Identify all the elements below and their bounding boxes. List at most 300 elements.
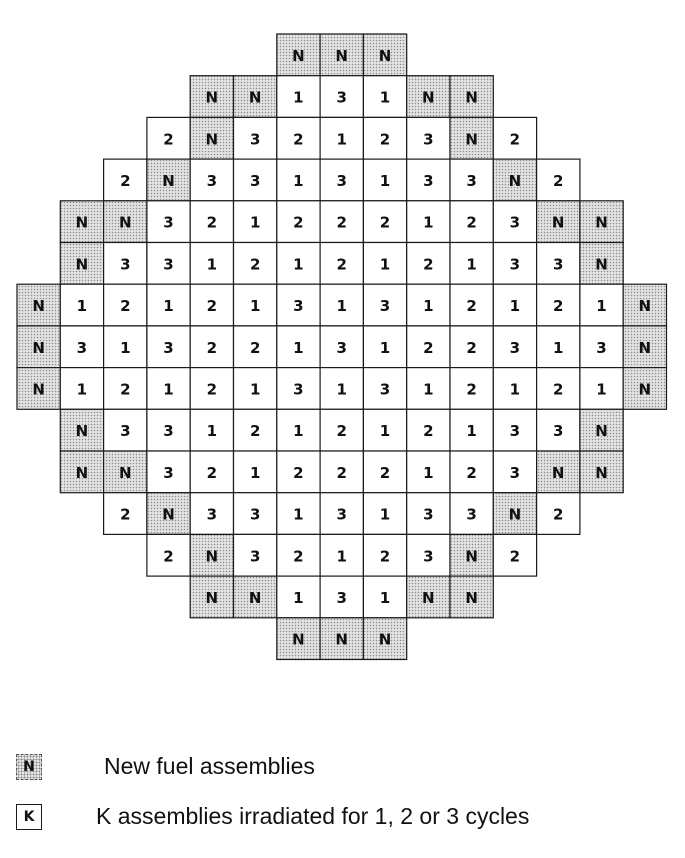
assembly-cell-label: 3 [163,422,174,441]
assembly-cell-r2-c3 [277,117,320,159]
assembly-cell-r8-c10 [450,368,493,410]
assembly-cell-label: N [75,213,89,232]
assembly-cell-label: 1 [509,297,521,316]
assembly-cell-r7-c2 [104,326,147,368]
assembly-cell-label: 1 [120,338,131,357]
assembly-cell-label: 1 [336,130,347,149]
assembly-cell-label: 2 [293,463,304,482]
assembly-cell-label: N [205,589,219,607]
assembly-cell-label: 2 [249,422,261,441]
assembly-cell-label: 3 [423,505,434,524]
assembly-cell-label: 3 [336,589,347,607]
assembly-cell-r12-c0 [147,534,190,576]
assembly-cell-label: 3 [249,172,261,190]
legend-swatch-irradiated: K [16,804,42,830]
assembly-cell-r12-c8 [493,534,536,576]
assembly-cell-label: 2 [552,505,564,524]
assembly-cell-label: 2 [379,213,391,232]
assembly-cell-label: 1 [336,297,347,316]
assembly-cell-label: 1 [163,297,174,316]
assembly-cell-label: 1 [379,338,391,357]
assembly-cell-r8-c2 [104,368,147,410]
assembly-cell-label: 3 [423,172,434,190]
assembly-cell-label: 1 [293,338,304,357]
assembly-cell-label: 3 [76,338,88,357]
assembly-cell-r5-c9 [450,243,493,285]
assembly-cell-r5-c11 [537,243,580,285]
assembly-cell-label: 2 [206,380,218,399]
assembly-cell-label: 1 [336,547,347,566]
assembly-cell-label: N [162,505,175,524]
assembly-cell-r11-c3 [234,493,277,535]
assembly-cell-label: N [551,213,565,232]
assembly-cell-label: 3 [423,130,434,149]
assembly-cell-label: 2 [379,547,391,566]
assembly-cell-label: 1 [206,255,218,274]
assembly-cell-r3-c10 [537,159,580,201]
assembly-cell-r11-c8 [450,493,493,535]
assembly-cell-r6-c2 [104,284,147,326]
assembly-cell-label: N [205,130,219,149]
assembly-cell-label: 1 [379,88,391,107]
assembly-cell-r8-c14 [623,368,666,410]
assembly-cell-label: 3 [509,338,521,357]
assembly-cell-label: 1 [249,213,261,232]
assembly-cell-r6-c11 [493,284,536,326]
assembly-cell-label: N [508,505,522,524]
assembly-cell-label: 2 [120,172,131,190]
assembly-cell-r7-c11 [493,326,536,368]
assembly-cell-label: N [595,255,608,274]
assembly-cell-r4-c6 [320,201,363,243]
assembly-cell-label: 3 [509,213,521,232]
assembly-cell-label: N [595,422,608,441]
legend-new-fuel-text: New fuel assemblies [104,753,315,779]
assembly-cell-r1-c3 [320,76,363,118]
assembly-cell-r4-c1 [104,201,147,243]
assembly-cell-label: N [465,88,478,107]
assembly-cell-label: 2 [206,463,218,482]
assembly-cell-r9-c11 [537,409,580,451]
assembly-cell-label: 3 [552,255,564,274]
assembly-cell-label: 1 [379,172,391,190]
assembly-cell-r7-c12 [537,326,580,368]
assembly-cell-label: 2 [293,213,304,232]
assembly-cell-r13-c1 [234,576,277,618]
assembly-cell-label: N [75,422,89,441]
assembly-cell-r13-c5 [407,576,450,618]
assembly-cell-r11-c1 [147,493,190,535]
assembly-cell-r12-c6 [407,534,450,576]
assembly-cell-r7-c14 [623,326,666,368]
assembly-cell-label: N [32,380,45,399]
assembly-cell-r1-c1 [234,76,277,118]
assembly-cell-r9-c8 [407,409,450,451]
assembly-cell-r5-c6 [320,243,363,285]
assembly-cell-r11-c2 [190,493,233,535]
assembly-cell-r9-c4 [234,409,277,451]
assembly-cell-label: N [292,46,305,65]
assembly-cell-label: N [465,130,478,149]
assembly-cell-r11-c10 [537,493,580,535]
assembly-cell-label: 2 [379,463,391,482]
assembly-cell-r2-c4 [320,117,363,159]
assembly-cell-r5-c3 [190,243,233,285]
assembly-cell-label: 2 [466,463,477,482]
assembly-cell-r3-c5 [320,159,363,201]
assembly-cell-r8-c12 [537,368,580,410]
assembly-cell-r13-c0 [190,576,233,618]
assembly-cell-label: 2 [379,130,391,149]
assembly-cell-label: 2 [120,297,131,316]
assembly-cell-r0-c0 [277,34,320,76]
assembly-cell-label: 2 [336,255,347,274]
assembly-cell-label: 3 [163,463,174,482]
assembly-cell-label: N [638,338,652,357]
assembly-cell-r8-c11 [493,368,536,410]
assembly-cell-label: N [32,338,45,357]
assembly-cell-label: 2 [293,130,304,149]
assembly-cell-r5-c12 [580,243,623,285]
assembly-cell-label: 1 [293,589,304,607]
assembly-cell-label: 1 [552,338,564,357]
assembly-cell-r7-c10 [450,326,493,368]
assembly-cell-r4-c4 [234,201,277,243]
assembly-cell-r11-c4 [277,493,320,535]
assembly-cell-r6-c3 [147,284,190,326]
assembly-cell-label: N [205,88,219,107]
assembly-cell-r6-c8 [363,284,406,326]
assembly-cell-label: 1 [596,380,607,399]
assembly-cell-label: N [551,463,565,482]
assembly-cell-r2-c1 [190,117,233,159]
assembly-cell-r11-c5 [320,493,363,535]
assembly-cell-label: N [422,88,435,107]
assembly-cell-r9-c3 [190,409,233,451]
assembly-cell-r3-c0 [104,159,147,201]
assembly-cell-r12-c1 [190,534,233,576]
assembly-cell-r6-c12 [537,284,580,326]
assembly-cell-label: N [248,88,262,107]
assembly-cell-r1-c6 [450,76,493,118]
assembly-cell-label: 3 [163,255,174,274]
assembly-cell-r14-c0 [277,618,320,660]
assembly-cell-label: N [638,380,652,399]
assembly-cell-r6-c13 [580,284,623,326]
assembly-cell-r1-c5 [407,76,450,118]
assembly-cell-r3-c7 [407,159,450,201]
assembly-cell-label: 3 [206,505,218,524]
assembly-cell-label: 2 [423,338,434,357]
assembly-cell-r7-c0 [17,326,60,368]
assembly-cell-label: 1 [466,422,477,441]
assembly-cell-r4-c7 [363,201,406,243]
assembly-cell-label: 1 [293,172,304,190]
assembly-cell-label: 2 [466,213,477,232]
assembly-cell-label: 2 [336,463,347,482]
assembly-cell-r7-c6 [277,326,320,368]
assembly-cell-label: 2 [336,213,347,232]
assembly-cell-label: 2 [423,255,434,274]
assembly-cell-r7-c4 [190,326,233,368]
assembly-cell-label: N [292,630,305,649]
assembly-cell-r1-c0 [190,76,233,118]
assembly-cell-r10-c2 [147,451,190,493]
assembly-cell-r5-c8 [407,243,450,285]
assembly-cell-r8-c6 [277,368,320,410]
assembly-cell-label: 2 [206,297,218,316]
assembly-cell-r7-c7 [320,326,363,368]
assembly-cell-label: 1 [293,422,304,441]
assembly-cell-label: N [162,172,175,190]
assembly-cell-label: 2 [249,255,261,274]
assembly-cell-label: N [335,46,348,65]
assembly-cell-label: 1 [509,380,521,399]
assembly-cell-r8-c8 [363,368,406,410]
assembly-cell-label: N [465,547,478,566]
assembly-cell-label: 1 [423,297,434,316]
assembly-cell-r9-c12 [580,409,623,451]
assembly-cell-r10-c3 [190,451,233,493]
assembly-cell-label: 2 [206,338,218,357]
assembly-cell-label: 2 [120,380,131,399]
assembly-cell-r10-c7 [363,451,406,493]
assembly-cell-label: 1 [596,297,607,316]
legend-irradiated [16,803,529,830]
assembly-cell-r8-c4 [190,368,233,410]
assembly-cell-label: 3 [336,338,347,357]
assembly-cell-r10-c10 [493,451,536,493]
assembly-cell-r8-c7 [320,368,363,410]
assembly-cell-label: N [248,589,262,607]
assembly-cell-r4-c11 [537,201,580,243]
assembly-cell-r8-c1 [60,368,103,410]
assembly-cell-r2-c2 [234,117,277,159]
assembly-cell-label: 1 [336,380,347,399]
assembly-cell-r5-c2 [147,243,190,285]
assembly-cell-label: 2 [163,130,174,149]
assembly-cell-r1-c4 [363,76,406,118]
assembly-cell-label: 1 [379,255,391,274]
assembly-cell-r9-c7 [363,409,406,451]
assembly-cell-r9-c0 [60,409,103,451]
assembly-cell-label: 1 [379,505,391,524]
assembly-cell-label: 3 [163,213,174,232]
assembly-cell-label: 1 [423,380,434,399]
assembly-cell-label: 3 [552,422,564,441]
assembly-cell-label: 2 [336,422,347,441]
assembly-cell-r3-c6 [363,159,406,201]
assembly-cell-r14-c2 [363,618,406,660]
assembly-cell-label: 2 [293,547,304,566]
assembly-cell-r4-c5 [277,201,320,243]
assembly-cell-label: N [465,589,478,607]
assembly-cell-label: 3 [163,338,174,357]
assembly-cell-label: 1 [249,380,261,399]
assembly-cell-r2-c8 [493,117,536,159]
assembly-cell-label: 2 [120,505,131,524]
assembly-cell-label: 3 [379,380,391,399]
assembly-cell-label: N [378,630,392,649]
assembly-cell-r2-c6 [407,117,450,159]
assembly-cell-r13-c3 [320,576,363,618]
assembly-cell-label: 2 [466,338,477,357]
assembly-cell-r1-c2 [277,76,320,118]
assembly-cell-r11-c9 [493,493,536,535]
assembly-cell-r8-c5 [234,368,277,410]
assembly-cell-label: 1 [293,88,304,107]
assembly-cell-r11-c6 [363,493,406,535]
assembly-cell-r5-c5 [277,243,320,285]
assembly-cell-label: N [508,172,522,190]
assembly-cell-r13-c6 [450,576,493,618]
assembly-cell-label: 3 [509,255,521,274]
assembly-cell-label: N [378,46,392,65]
assembly-cell-label: 1 [423,463,434,482]
assembly-cell-label: 2 [423,422,434,441]
assembly-cell-r3-c4 [277,159,320,201]
assembly-cell-r12-c7 [450,534,493,576]
assembly-cell-r2-c5 [363,117,406,159]
assembly-cell-label: 1 [249,463,261,482]
assembly-cell-r6-c6 [277,284,320,326]
assembly-cell-r5-c0 [60,243,103,285]
assembly-cell-r10-c6 [320,451,363,493]
assembly-cell-r7-c5 [234,326,277,368]
assembly-cell-r0-c2 [363,34,406,76]
assembly-cell-label: 3 [293,380,304,399]
assembly-cell-label: 3 [509,422,521,441]
assembly-cell-label: 2 [206,213,218,232]
assembly-cell-label: N [205,547,219,566]
assembly-cell-label: 3 [120,422,131,441]
assembly-cell-label: 3 [596,338,607,357]
assembly-cell-r5-c4 [234,243,277,285]
assembly-cell-label: 3 [509,463,521,482]
legend-swatch-new: N [16,754,42,780]
assembly-cell-label: 1 [379,422,391,441]
assembly-cell-r5-c10 [493,243,536,285]
assembly-cell-r7-c1 [60,326,103,368]
assembly-cell-r5-c1 [104,243,147,285]
assembly-cell-r10-c9 [450,451,493,493]
assembly-cell-r9-c10 [493,409,536,451]
assembly-cell-r7-c8 [363,326,406,368]
assembly-cell-r4-c10 [493,201,536,243]
assembly-cell-r6-c10 [450,284,493,326]
assembly-cell-r4-c0 [60,201,103,243]
assembly-cell-r13-c2 [277,576,320,618]
assembly-cell-r7-c3 [147,326,190,368]
assembly-cell-label: N [595,463,608,482]
assembly-cell-label: 3 [206,172,218,190]
assembly-cell-r9-c5 [277,409,320,451]
assembly-cell-label: 1 [76,380,88,399]
assembly-cell-r2-c7 [450,117,493,159]
assembly-cell-r8-c0 [17,368,60,410]
assembly-cell-label: 1 [293,255,304,274]
assembly-cell-label: 3 [249,547,261,566]
assembly-cell-label: 1 [76,297,88,316]
assembly-cell-label: 2 [509,130,521,149]
assembly-cell-label: 1 [293,505,304,524]
assembly-cell-label: N [595,213,608,232]
assembly-cell-r3-c1 [147,159,190,201]
assembly-cell-label: 2 [552,172,564,190]
assembly-cell-r4-c3 [190,201,233,243]
assembly-cell-r8-c13 [580,368,623,410]
assembly-cell-r4-c2 [147,201,190,243]
assembly-cell-r8-c3 [147,368,190,410]
assembly-cell-r10-c5 [277,451,320,493]
assembly-cell-label: N [335,630,348,649]
assembly-cell-r4-c9 [450,201,493,243]
assembly-cell-label: 1 [379,589,391,607]
assembly-cell-r6-c1 [60,284,103,326]
assembly-cell-r10-c8 [407,451,450,493]
assembly-cell-r3-c8 [450,159,493,201]
assembly-cell-label: 3 [423,547,434,566]
assembly-cell-r12-c4 [320,534,363,576]
assembly-cell-r0-c1 [320,34,363,76]
assembly-cell-r4-c8 [407,201,450,243]
assembly-cell-label: 3 [249,505,261,524]
assembly-cell-label: 3 [466,505,477,524]
assembly-cell-r10-c4 [234,451,277,493]
assembly-cell-label: 2 [509,547,521,566]
assembly-cell-r3-c3 [234,159,277,201]
assembly-cell-label: N [32,297,45,316]
assembly-cell-label: N [75,255,89,274]
assembly-cell-label: 2 [552,297,564,316]
assembly-cell-label: 3 [379,297,391,316]
assembly-cell-r7-c13 [580,326,623,368]
assembly-cell-r10-c1 [104,451,147,493]
assembly-cell-label: N [75,463,89,482]
assembly-cell-label: 3 [466,172,477,190]
assembly-cell-r6-c14 [623,284,666,326]
assembly-cell-label: N [119,463,132,482]
assembly-cell-r5-c7 [363,243,406,285]
assembly-cell-r11-c0 [104,493,147,535]
assembly-cell-r12-c3 [277,534,320,576]
assembly-cell-label: 2 [552,380,564,399]
legend-new-fuel [16,753,315,780]
assembly-cell-r10-c11 [537,451,580,493]
legend-irradiated-text: K assemblies irradiated for 1, 2 or 3 cycles [96,803,530,829]
assembly-cell-r9-c1 [104,409,147,451]
assembly-cell-label: 3 [249,130,261,149]
assembly-cell-label: 1 [466,255,477,274]
assembly-cell-r12-c5 [363,534,406,576]
assembly-cell-r13-c4 [363,576,406,618]
assembly-cell-r9-c6 [320,409,363,451]
assembly-cell-label: 3 [336,172,347,190]
assembly-cell-r3-c9 [493,159,536,201]
assembly-cell-label: 2 [163,547,174,566]
assembly-cell-label: 1 [249,297,261,316]
assembly-cell-label: 3 [336,505,347,524]
assembly-cell-label: 1 [423,213,434,232]
assembly-cell-label: 2 [466,380,477,399]
assembly-cell-r10-c0 [60,451,103,493]
assembly-cell-r6-c4 [190,284,233,326]
assembly-cell-label: 3 [336,88,347,107]
assembly-cell-r6-c5 [234,284,277,326]
assembly-cell-r9-c2 [147,409,190,451]
assembly-cell-label: 1 [206,422,218,441]
assembly-cell-r4-c12 [580,201,623,243]
